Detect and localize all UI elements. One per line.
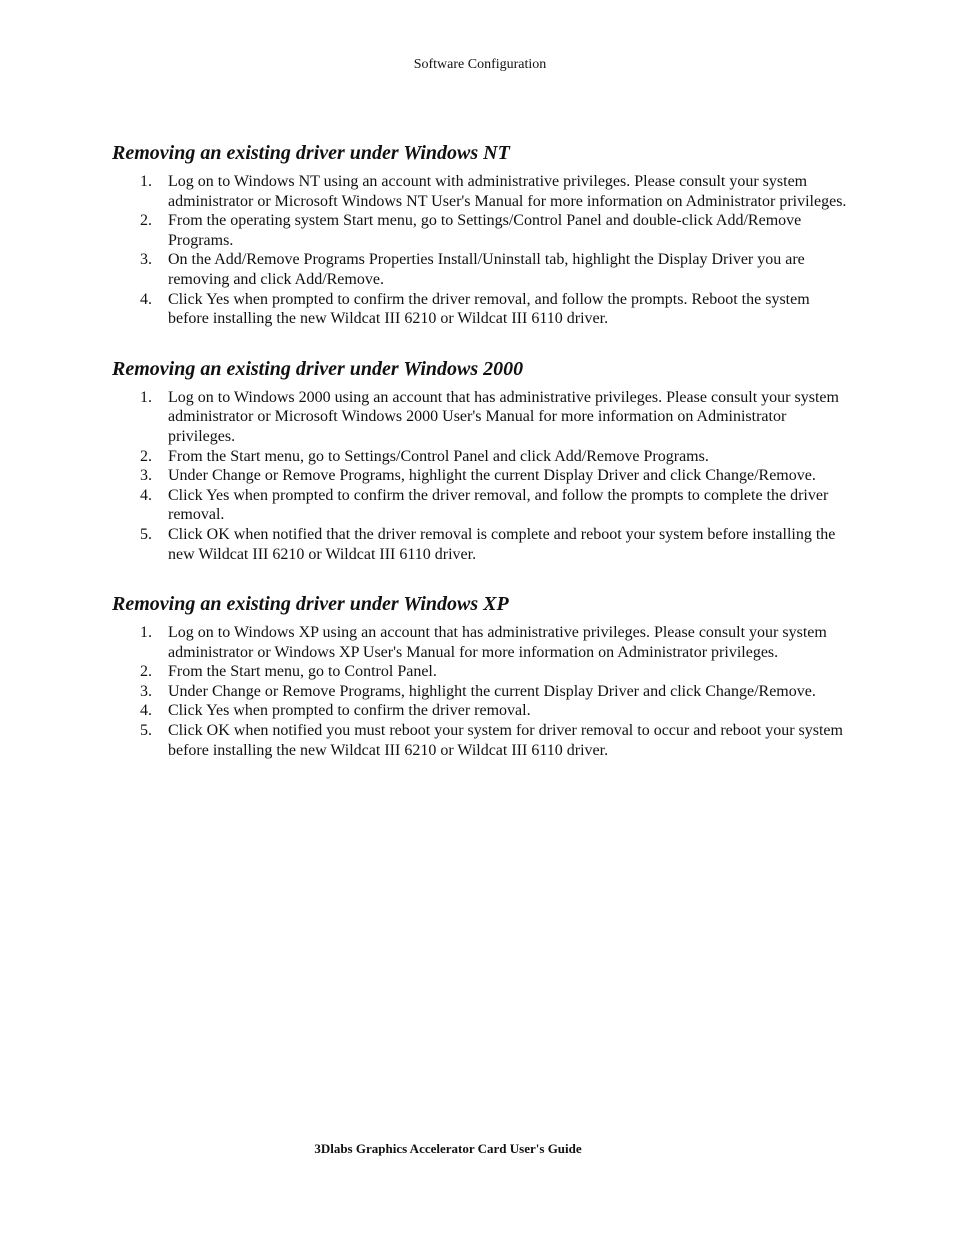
step-number: 4. xyxy=(140,702,152,720)
steps-list xyxy=(112,388,848,564)
step-number: 1. xyxy=(140,624,152,642)
step-text: From the Start menu, go to Control Panel. xyxy=(168,663,437,681)
step-item xyxy=(112,721,848,760)
step-number: 2. xyxy=(140,447,152,465)
step-number: 4. xyxy=(140,290,152,308)
steps-list xyxy=(112,172,848,329)
step-text: Click Yes when prompted to confirm the driver removal, and follow the prompts. Reboot the system before installing the new Wildcat III 6210 or Wildcat III 6110 driver. xyxy=(168,290,810,328)
step-text: On the Add/Remove Programs Properties Install/Uninstall tab, highlight the Display Driver you are removing and click Add/Remove. xyxy=(168,251,805,288)
steps-list xyxy=(112,623,848,760)
step-text: Click Yes when prompted to confirm the driver removal, and follow the prompts to complete the driver removal. xyxy=(168,486,829,524)
step-number: 3. xyxy=(140,251,152,269)
step-text: Log on to Windows NT using an account with administrative privileges. Please consult your system administrator or Microsoft Windows NT User's Manual for more information on Administrator privileges. xyxy=(168,173,847,210)
running-footer: 3Dlabs Graphics Accelerator Card User's Guide xyxy=(314,1141,582,1156)
step-number: 3. xyxy=(140,682,152,700)
step-item xyxy=(112,211,848,250)
step-number: 2. xyxy=(140,663,152,681)
step-text: From the Start menu, go to Settings/Control Panel and click Add/Remove Programs. xyxy=(168,447,709,465)
step-text: From the operating system Start menu, go to Settings/Control Panel and double-click Add/Remove Programs. xyxy=(168,212,802,249)
step-text: Click Yes when prompted to confirm the driver removal. xyxy=(168,702,531,720)
step-item xyxy=(112,486,848,525)
step-text: Click OK when notified you must reboot your system for driver removal to occur and reboot your system before installing the new Wildcat III 6210 or Wildcat III 6110 driver. xyxy=(168,722,843,759)
step-item xyxy=(112,682,848,702)
section-heading: Removing an existing driver under Windows NT xyxy=(112,142,510,164)
section-heading: Removing an existing driver under Windows XP xyxy=(112,593,509,616)
step-number: 5. xyxy=(140,722,152,740)
step-text: Log on to Windows 2000 using an account that has administrative privileges. Please consult your system administrator or Microsoft Windows 2000 User's Manual for more information on Administrator privileges. xyxy=(168,388,839,445)
step-number: 1. xyxy=(140,173,152,190)
step-number: 1. xyxy=(140,388,152,406)
step-text: Under Change or Remove Programs, highlight the current Display Driver and click Change/Remove. xyxy=(168,682,816,700)
section-windows-nt xyxy=(112,140,848,329)
step-number: 3. xyxy=(140,467,152,485)
section-windows-xp xyxy=(112,591,848,760)
step-text: Under Change or Remove Programs, highlight the current Display Driver and click Change/Remove. xyxy=(168,467,816,485)
step-item xyxy=(112,466,848,486)
document-body xyxy=(112,140,848,787)
running-header: Software Configuration xyxy=(413,57,547,72)
step-item xyxy=(112,172,848,211)
step-number: 2. xyxy=(140,212,152,230)
step-item xyxy=(112,623,848,662)
step-item xyxy=(112,447,848,467)
step-item xyxy=(112,701,848,721)
step-text: Log on to Windows XP using an account that has administrative privileges. Please consult your system administrator or Windows XP User's Manual for more information on Administrator privileges. xyxy=(168,624,827,661)
step-item xyxy=(112,250,848,289)
section-windows-2000 xyxy=(112,356,848,564)
section-heading: Removing an existing driver under Windows 2000 xyxy=(112,357,524,380)
step-item xyxy=(112,525,848,564)
step-item xyxy=(112,388,848,447)
step-item xyxy=(112,290,848,329)
step-text: Click OK when notified that the driver removal is complete and reboot your system before installing the new Wildcat III 6210 or Wildcat III 6110 driver. xyxy=(168,525,836,563)
step-number: 5. xyxy=(140,525,152,543)
step-number: 4. xyxy=(140,486,152,504)
step-item xyxy=(112,662,848,682)
